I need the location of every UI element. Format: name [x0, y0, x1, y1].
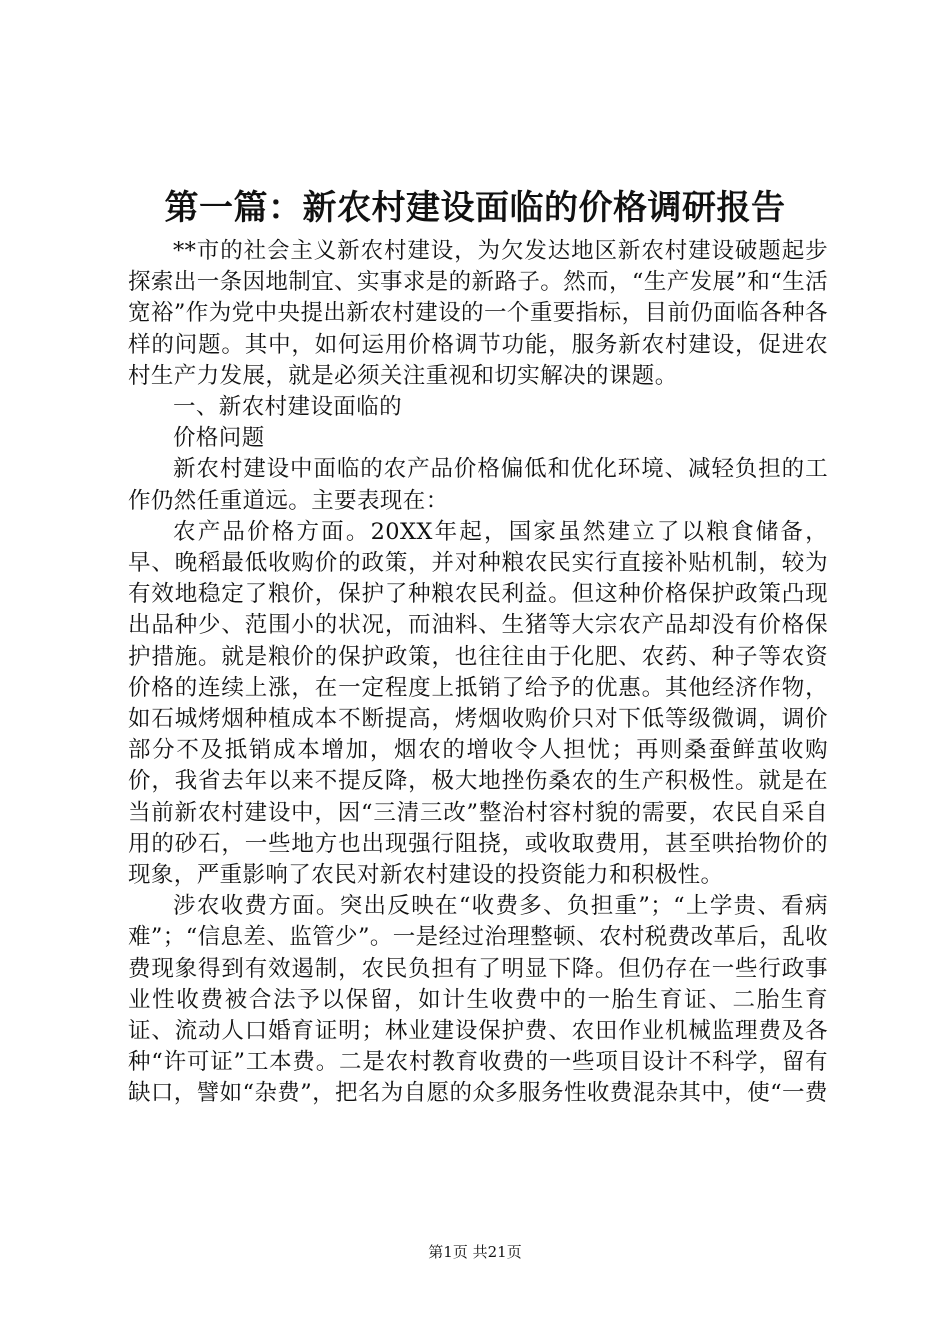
document-body: [128, 236, 828, 1110]
paragraph-agricultural-fees: 涉农收费方面。突出反映在“收费多、负担重”；“上学贵、看病难”；“信息差、监管少”。一是经过治理整顿、农村税费改革后，乱收费现象得到有效遏制，农民负担有了明显下降。但仍存在一些行政事业性收费被合法予以保留，如计生收费中的一胎生育证、二胎生育证、流动人口婚育证明；林业建设保护费、农田作业机械监理费及各种“许可证”工本费。二是农村教育收费的一些项目设计不科学，留有缺口，譬如“杂费”，把名为自愿的众多服务性收费混杂其中，使“一费: [128, 893, 828, 1107]
document-title: 第一篇：新农村建设面临的价格调研报告: [164, 188, 786, 228]
paragraph-agricultural-prices: 农产品价格方面。20XX年起，国家虽然建立了以粮食储备，早、晚稻最低收购价的政策，并对种粮农民实行直接补贴机制，较为有效地稳定了粮价，保护了种粮农民利益。但这种价格保护政策凸现出品种少、范围小的状况，而油料、生猪等大宗农产品却没有价格保护措施。就是粮价的保护政策，也往往由于化肥、农药、种子等农资价格的连续上涨，在一定程度上抵销了给予的优惠。其他经济作物，如石城烤烟种植成本不断提高，烤烟收购价只对下低等级微调，调价部分不及抵销成本增加，烟农的增收令人担忧；再则桑蚕鲜茧收购价，我省去年以来不提反降，极大地挫伤桑农的生产积极性。就是在当前新农村建设中，因“三清三改”整治村容村貌的需要，农民自采自用的砂石，一些地方也出现强行阻挠，或收取费用，甚至哄抬物价的现象，严重影响了农民对新农村建设的投资能力和积极性。: [128, 518, 828, 889]
page-number-footer: 第1页 共21页: [428, 1243, 522, 1261]
paragraph-intro: **市的社会主义新农村建设，为欠发达地区新农村建设破题起步探索出一条因地制宜、实事求是的新路子。然而，“生产发展”和“生活宽裕”作为党中央提出新农村建设的一个重要指标，目前仍面临各种各样的问题。其中，如何运用价格调节功能，服务新农村建设，促进农村生产力发展，就是必须关注重视和切实解决的课题。: [128, 238, 828, 389]
section-heading-line-1: 一、新农村建设面临的: [173, 394, 403, 421]
paragraph-overview: 新农村建设中面临的农产品价格偏低和优化环境、减轻负担的工作仍然任重道远。主要表现在：: [128, 456, 828, 514]
section-heading-line-2: 价格问题: [173, 425, 265, 452]
